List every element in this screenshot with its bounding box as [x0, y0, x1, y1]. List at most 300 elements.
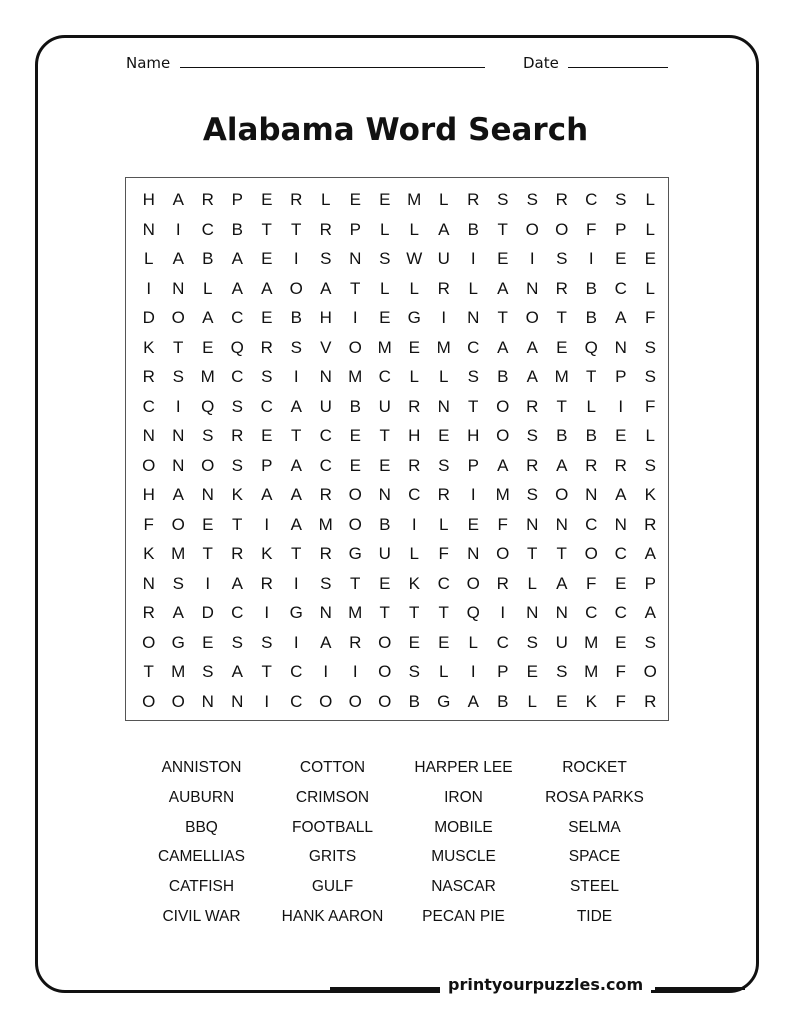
grid-letter[interactable]: M — [318, 514, 333, 534]
grid-letter[interactable]: O — [319, 691, 333, 711]
grid-letter[interactable]: M — [436, 337, 451, 357]
grid-letter[interactable]: U — [319, 396, 332, 416]
grid-letter[interactable]: O — [348, 337, 362, 357]
grid-letter[interactable]: L — [645, 190, 655, 209]
grid-letter[interactable]: G — [171, 632, 185, 652]
grid-letter[interactable]: P — [231, 190, 243, 209]
grid-letter[interactable]: F — [645, 396, 656, 416]
grid-letter[interactable]: R — [555, 278, 568, 298]
grid-letter[interactable]: I — [264, 691, 270, 711]
grid-letter[interactable]: N — [526, 603, 539, 622]
grid-letter[interactable]: N — [526, 278, 539, 298]
grid-letter[interactable]: A — [172, 249, 184, 268]
grid-letter[interactable]: A — [526, 367, 538, 386]
grid-letter[interactable]: A — [438, 219, 450, 239]
grid-letter[interactable]: B — [349, 396, 361, 416]
grid-letter[interactable]: I — [588, 249, 594, 268]
grid-letter[interactable]: N — [526, 514, 539, 534]
grid-letter[interactable]: R — [437, 485, 450, 504]
grid-letter[interactable]: O — [378, 632, 392, 652]
grid-letter[interactable]: R — [408, 396, 421, 416]
grid-letter[interactable]: S — [172, 573, 184, 593]
grid-letter[interactable]: G — [407, 308, 421, 327]
grid-letter[interactable]: S — [644, 455, 656, 475]
grid-letter[interactable]: A — [261, 278, 273, 298]
grid-letter[interactable]: K — [143, 544, 155, 563]
grid-letter[interactable]: S — [231, 455, 243, 475]
grid-letter[interactable]: B — [290, 308, 302, 327]
grid-letter[interactable]: L — [439, 662, 449, 681]
grid-letter[interactable]: M — [171, 544, 186, 563]
grid-letter[interactable]: V — [320, 337, 332, 357]
grid-letter[interactable]: O — [348, 485, 362, 504]
grid-letter[interactable]: K — [261, 544, 273, 563]
grid-letter[interactable]: L — [527, 573, 537, 593]
grid-letter[interactable]: I — [293, 632, 299, 652]
grid-letter[interactable]: C — [467, 337, 480, 357]
grid-letter[interactable]: P — [261, 455, 273, 475]
grid-letter[interactable]: C — [319, 426, 332, 445]
grid-letter[interactable]: I — [352, 662, 358, 681]
grid-letter[interactable]: R — [260, 573, 273, 593]
grid-letter[interactable]: Q — [230, 337, 244, 357]
grid-letter[interactable]: N — [319, 367, 332, 386]
grid-letter[interactable]: T — [527, 544, 538, 563]
grid-letter[interactable]: N — [614, 337, 627, 357]
grid-letter[interactable]: A — [497, 455, 509, 475]
grid-letter[interactable]: I — [205, 573, 211, 593]
grid-letter[interactable]: N — [201, 691, 214, 711]
grid-letter[interactable]: N — [172, 278, 185, 298]
grid-letter[interactable]: N — [142, 219, 155, 239]
grid-letter[interactable]: A — [231, 662, 243, 681]
grid-letter[interactable]: O — [525, 308, 539, 327]
grid-letter[interactable]: T — [291, 426, 302, 445]
grid-letter[interactable]: N — [201, 485, 214, 504]
grid-letter[interactable]: L — [468, 278, 478, 298]
grid-letter[interactable]: I — [470, 662, 476, 681]
grid-letter[interactable]: N — [378, 485, 391, 504]
grid-letter[interactable]: U — [555, 632, 568, 652]
grid-letter[interactable]: E — [644, 249, 656, 268]
grid-letter[interactable]: P — [644, 573, 656, 593]
grid-letter[interactable]: N — [555, 514, 568, 534]
grid-letter[interactable]: C — [231, 603, 244, 622]
grid-letter[interactable]: C — [614, 603, 627, 622]
grid-letter[interactable]: N — [437, 396, 450, 416]
grid-letter[interactable]: G — [437, 691, 451, 711]
grid-letter[interactable]: L — [439, 190, 449, 209]
grid-letter[interactable]: L — [144, 249, 154, 268]
grid-letter[interactable]: R — [555, 190, 568, 209]
grid-letter[interactable]: R — [231, 426, 244, 445]
grid-letter[interactable]: I — [264, 603, 270, 622]
grid-letter[interactable]: O — [466, 573, 480, 593]
grid-letter[interactable]: I — [264, 514, 270, 534]
grid-letter[interactable]: I — [293, 367, 299, 386]
grid-letter[interactable]: I — [470, 249, 476, 268]
grid-letter[interactable]: B — [231, 219, 243, 239]
grid-letter[interactable]: L — [527, 691, 537, 711]
grid-letter[interactable]: S — [320, 249, 332, 268]
grid-letter[interactable]: F — [586, 219, 597, 239]
grid-letter[interactable]: E — [467, 514, 479, 534]
grid-letter[interactable]: K — [143, 337, 155, 357]
grid-letter[interactable]: N — [614, 514, 627, 534]
grid-letter[interactable]: R — [496, 573, 509, 593]
grid-letter[interactable]: W — [406, 249, 423, 268]
grid-letter[interactable]: H — [319, 308, 332, 327]
grid-letter[interactable]: C — [585, 190, 598, 209]
grid-letter[interactable]: F — [645, 308, 656, 327]
grid-letter[interactable]: I — [175, 219, 181, 239]
grid-letter[interactable]: C — [585, 603, 598, 622]
grid-letter[interactable]: K — [408, 573, 420, 593]
grid-letter[interactable]: S — [556, 249, 568, 268]
grid-letter[interactable]: T — [379, 426, 390, 445]
grid-letter[interactable]: S — [644, 632, 656, 652]
grid-letter[interactable]: O — [378, 691, 392, 711]
grid-letter[interactable]: I — [146, 278, 152, 298]
grid-letter[interactable]: R — [319, 219, 332, 239]
grid-letter[interactable]: E — [379, 455, 391, 475]
grid-letter[interactable]: M — [348, 367, 363, 386]
grid-letter[interactable]: S — [261, 632, 273, 652]
grid-letter[interactable]: T — [556, 308, 567, 327]
grid-letter[interactable]: E — [438, 632, 450, 652]
grid-letter[interactable]: O — [171, 691, 185, 711]
grid-letter[interactable]: C — [408, 485, 421, 504]
grid-letter[interactable]: A — [231, 573, 243, 593]
grid-letter[interactable]: A — [231, 249, 243, 268]
grid-letter[interactable]: A — [261, 485, 273, 504]
grid-letter[interactable]: N — [172, 426, 185, 445]
grid-letter[interactable]: T — [468, 396, 479, 416]
grid-letter[interactable]: T — [232, 514, 243, 534]
grid-letter[interactable]: Q — [201, 396, 215, 416]
grid-letter[interactable]: P — [615, 367, 627, 386]
grid-letter[interactable]: E — [261, 190, 273, 209]
grid-letter[interactable]: M — [200, 367, 215, 386]
grid-letter[interactable]: A — [556, 573, 568, 593]
grid-letter[interactable]: L — [203, 278, 213, 298]
grid-letter[interactable]: E — [261, 426, 273, 445]
grid-letter[interactable]: F — [615, 691, 626, 711]
grid-letter[interactable]: C — [496, 632, 509, 652]
grid-letter[interactable]: B — [467, 219, 479, 239]
grid-letter[interactable]: E — [202, 337, 214, 357]
grid-letter[interactable]: A — [497, 278, 509, 298]
grid-letter[interactable]: B — [202, 249, 214, 268]
grid-letter[interactable]: E — [261, 249, 273, 268]
grid-letter[interactable]: S — [644, 367, 656, 386]
grid-letter[interactable]: R — [201, 190, 214, 209]
grid-letter[interactable]: E — [408, 337, 420, 357]
grid-letter[interactable]: C — [614, 278, 627, 298]
grid-letter[interactable]: L — [380, 278, 390, 298]
grid-letter[interactable]: R — [349, 632, 362, 652]
grid-letter[interactable]: N — [349, 249, 362, 268]
grid-letter[interactable]: A — [290, 455, 302, 475]
grid-letter[interactable]: E — [202, 632, 214, 652]
grid-letter[interactable]: L — [380, 219, 390, 239]
grid-letter[interactable]: A — [615, 308, 627, 327]
grid-letter[interactable]: B — [408, 691, 420, 711]
grid-letter[interactable]: C — [201, 219, 214, 239]
grid-letter[interactable]: E — [379, 308, 391, 327]
grid-letter[interactable]: C — [319, 455, 332, 475]
grid-letter[interactable]: N — [585, 485, 598, 504]
grid-letter[interactable]: E — [379, 190, 391, 209]
grid-letter[interactable]: E — [615, 573, 627, 593]
grid-letter[interactable]: C — [378, 367, 391, 386]
grid-letter[interactable]: E — [615, 249, 627, 268]
grid-letter[interactable]: H — [408, 426, 421, 445]
grid-letter[interactable]: R — [142, 367, 155, 386]
grid-letter[interactable]: E — [408, 632, 420, 652]
grid-letter[interactable]: B — [585, 278, 597, 298]
grid-letter[interactable]: T — [379, 603, 390, 622]
grid-letter[interactable]: A — [172, 190, 184, 209]
name-field-line[interactable] — [180, 67, 485, 68]
grid-letter[interactable]: S — [556, 662, 568, 681]
grid-letter[interactable]: O — [171, 308, 185, 327]
grid-letter[interactable]: I — [411, 514, 417, 534]
grid-letter[interactable]: F — [497, 514, 508, 534]
grid-letter[interactable]: T — [291, 544, 302, 563]
grid-letter[interactable]: R — [467, 190, 480, 209]
grid-letter[interactable]: C — [142, 396, 155, 416]
grid-letter[interactable]: R — [526, 396, 539, 416]
grid-letter[interactable]: R — [290, 190, 303, 209]
grid-letter[interactable]: C — [614, 544, 627, 563]
grid-letter[interactable]: I — [618, 396, 624, 416]
grid-letter[interactable]: S — [202, 662, 214, 681]
grid-letter[interactable]: T — [438, 603, 449, 622]
grid-letter[interactable]: S — [379, 249, 391, 268]
grid-letter[interactable]: R — [319, 485, 332, 504]
grid-letter[interactable]: A — [320, 632, 332, 652]
grid-letter[interactable]: E — [615, 426, 627, 445]
grid-letter[interactable]: H — [142, 190, 155, 209]
grid-letter[interactable]: G — [348, 544, 362, 563]
grid-letter[interactable]: K — [585, 691, 597, 711]
grid-letter[interactable]: C — [260, 396, 273, 416]
grid-letter[interactable]: R — [644, 691, 657, 711]
grid-letter[interactable]: L — [645, 219, 655, 239]
grid-letter[interactable]: M — [495, 485, 510, 504]
grid-letter[interactable]: M — [348, 603, 363, 622]
grid-letter[interactable]: O — [496, 396, 510, 416]
grid-letter[interactable]: A — [320, 278, 332, 298]
grid-letter[interactable]: E — [349, 190, 361, 209]
grid-letter[interactable]: I — [323, 662, 329, 681]
grid-letter[interactable]: T — [497, 219, 508, 239]
grid-letter[interactable]: N — [231, 691, 244, 711]
grid-letter[interactable]: S — [202, 426, 214, 445]
grid-letter[interactable]: T — [497, 308, 508, 327]
grid-letter[interactable]: M — [171, 662, 186, 681]
grid-letter[interactable]: S — [408, 662, 420, 681]
grid-letter[interactable]: S — [526, 190, 538, 209]
grid-letter[interactable]: T — [143, 662, 154, 681]
grid-letter[interactable]: E — [556, 337, 568, 357]
grid-letter[interactable]: S — [231, 396, 243, 416]
grid-letter[interactable]: O — [584, 544, 598, 563]
grid-letter[interactable]: G — [289, 603, 303, 622]
grid-letter[interactable]: B — [585, 308, 597, 327]
grid-letter[interactable]: L — [409, 219, 419, 239]
grid-letter[interactable]: A — [644, 603, 656, 622]
grid-letter[interactable]: P — [349, 219, 361, 239]
grid-letter[interactable]: R — [614, 455, 627, 475]
grid-letter[interactable]: M — [584, 632, 599, 652]
grid-letter[interactable]: S — [320, 573, 332, 593]
grid-letter[interactable]: C — [437, 573, 450, 593]
grid-letter[interactable]: T — [350, 573, 361, 593]
grid-letter[interactable]: T — [409, 603, 420, 622]
grid-letter[interactable]: C — [585, 514, 598, 534]
grid-letter[interactable]: L — [409, 544, 419, 563]
grid-letter[interactable]: L — [439, 514, 449, 534]
grid-letter[interactable]: S — [615, 190, 627, 209]
grid-letter[interactable]: T — [556, 396, 567, 416]
grid-letter[interactable]: T — [261, 219, 272, 239]
grid-letter[interactable]: S — [261, 367, 273, 386]
grid-letter[interactable]: D — [142, 308, 155, 327]
grid-letter[interactable]: Q — [466, 603, 480, 622]
grid-letter[interactable]: S — [526, 632, 538, 652]
grid-letter[interactable]: O — [142, 455, 156, 475]
grid-letter[interactable]: I — [441, 308, 447, 327]
grid-letter[interactable]: O — [289, 278, 303, 298]
grid-letter[interactable]: S — [526, 426, 538, 445]
grid-letter[interactable]: A — [556, 455, 568, 475]
grid-letter[interactable]: P — [615, 219, 627, 239]
grid-letter[interactable]: N — [467, 308, 480, 327]
grid-letter[interactable]: A — [615, 485, 627, 504]
grid-letter[interactable]: O — [555, 485, 569, 504]
grid-letter[interactable]: M — [584, 662, 599, 681]
grid-letter[interactable]: O — [201, 455, 215, 475]
grid-letter[interactable]: L — [409, 278, 419, 298]
grid-letter[interactable]: N — [172, 455, 185, 475]
grid-letter[interactable]: P — [497, 662, 509, 681]
grid-letter[interactable]: O — [555, 219, 569, 239]
grid-letter[interactable]: R — [585, 455, 598, 475]
grid-letter[interactable]: D — [201, 603, 214, 622]
grid-letter[interactable]: Q — [584, 337, 598, 357]
grid-letter[interactable]: A — [644, 544, 656, 563]
grid-letter[interactable]: E — [379, 573, 391, 593]
grid-letter[interactable]: R — [319, 544, 332, 563]
grid-letter[interactable]: S — [467, 367, 479, 386]
grid-letter[interactable]: C — [290, 662, 303, 681]
grid-letter[interactable]: S — [438, 455, 450, 475]
grid-letter[interactable]: E — [497, 249, 509, 268]
grid-letter[interactable]: O — [525, 219, 539, 239]
grid-letter[interactable]: A — [202, 308, 214, 327]
grid-letter[interactable]: A — [497, 337, 509, 357]
grid-letter[interactable]: C — [231, 308, 244, 327]
grid-letter[interactable]: H — [142, 485, 155, 504]
grid-letter[interactable]: A — [172, 485, 184, 504]
grid-letter[interactable]: F — [438, 544, 449, 563]
grid-letter[interactable]: M — [554, 367, 569, 386]
grid-letter[interactable]: T — [586, 367, 597, 386]
grid-letter[interactable]: T — [556, 544, 567, 563]
grid-letter[interactable]: L — [439, 367, 449, 386]
grid-letter[interactable]: O — [171, 514, 185, 534]
grid-letter[interactable]: S — [172, 367, 184, 386]
grid-letter[interactable]: O — [496, 426, 510, 445]
grid-letter[interactable]: R — [437, 278, 450, 298]
grid-letter[interactable]: L — [409, 367, 419, 386]
grid-letter[interactable]: B — [556, 426, 568, 445]
grid-letter[interactable]: A — [231, 278, 243, 298]
grid-letter[interactable]: O — [378, 662, 392, 681]
grid-letter[interactable]: I — [529, 249, 535, 268]
grid-letter[interactable]: E — [261, 308, 273, 327]
grid-letter[interactable]: U — [378, 396, 391, 416]
grid-letter[interactable]: E — [615, 632, 627, 652]
grid-letter[interactable]: N — [142, 426, 155, 445]
grid-letter[interactable]: E — [556, 691, 568, 711]
grid-letter[interactable]: M — [407, 190, 422, 209]
grid-letter[interactable]: M — [377, 337, 392, 357]
grid-letter[interactable]: T — [350, 278, 361, 298]
grid-letter[interactable]: N — [319, 603, 332, 622]
grid-letter[interactable]: N — [142, 573, 155, 593]
grid-letter[interactable]: F — [615, 662, 626, 681]
grid-letter[interactable]: A — [290, 485, 302, 504]
grid-letter[interactable]: L — [586, 396, 596, 416]
grid-letter[interactable]: K — [231, 485, 243, 504]
date-field-line[interactable] — [568, 67, 668, 68]
grid-letter[interactable]: R — [408, 455, 421, 475]
grid-letter[interactable]: T — [173, 337, 184, 357]
grid-letter[interactable]: B — [585, 426, 597, 445]
grid-letter[interactable]: E — [349, 455, 361, 475]
grid-letter[interactable]: O — [142, 691, 156, 711]
grid-letter[interactable]: E — [526, 662, 538, 681]
grid-letter[interactable]: C — [290, 691, 303, 711]
grid-letter[interactable]: N — [467, 544, 480, 563]
grid-letter[interactable]: C — [231, 367, 244, 386]
grid-letter[interactable]: O — [348, 514, 362, 534]
grid-letter[interactable]: I — [175, 396, 181, 416]
grid-letter[interactable]: I — [293, 249, 299, 268]
grid-letter[interactable]: S — [644, 337, 656, 357]
grid-letter[interactable]: E — [438, 426, 450, 445]
grid-letter[interactable]: S — [290, 337, 302, 357]
grid-letter[interactable]: R — [526, 455, 539, 475]
grid-letter[interactable]: F — [143, 514, 154, 534]
grid-letter[interactable]: S — [231, 632, 243, 652]
grid-letter[interactable]: A — [467, 691, 479, 711]
grid-letter[interactable]: A — [290, 514, 302, 534]
grid-letter[interactable]: I — [500, 603, 506, 622]
grid-letter[interactable]: A — [290, 396, 302, 416]
grid-letter[interactable]: O — [142, 632, 156, 652]
grid-letter[interactable]: R — [644, 514, 657, 534]
grid-letter[interactable]: R — [142, 603, 155, 622]
grid-letter[interactable]: R — [260, 337, 273, 357]
grid-letter[interactable]: S — [526, 485, 538, 504]
grid-letter[interactable]: F — [586, 573, 597, 593]
grid-letter[interactable]: T — [202, 544, 213, 563]
grid-letter[interactable]: A — [526, 337, 538, 357]
